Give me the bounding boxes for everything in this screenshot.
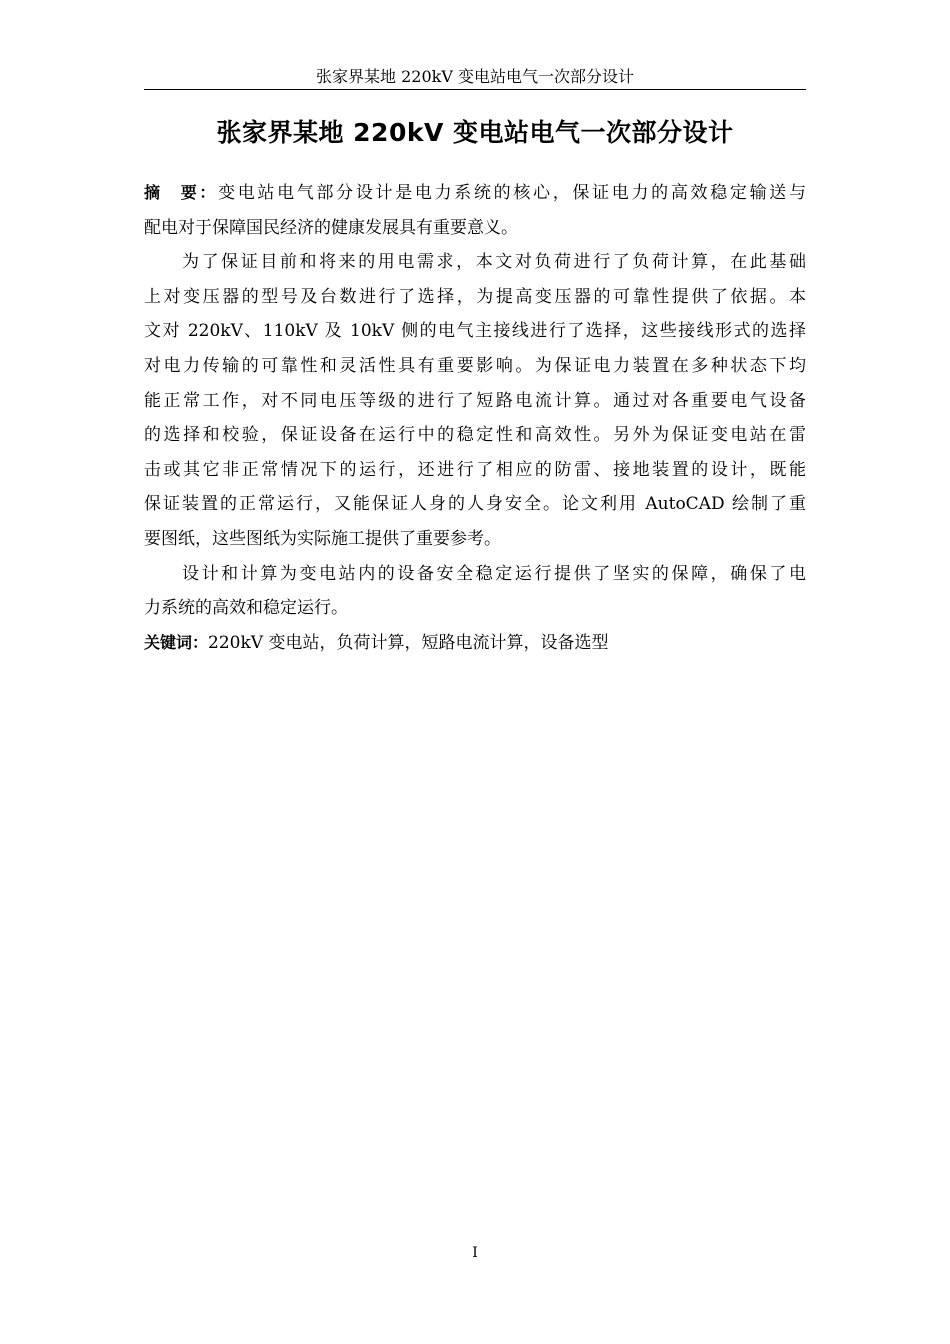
keywords-row [144,626,806,661]
abstract-line [144,176,806,211]
abstract-text: 变电站电气部分设计是电力系统的核心，保证电力的高效稳定输送与 [218,183,806,203]
abstract-line: 能正常工作，对不同电压等级的进行了短路电流计算。通过对各重要电气设备 [144,390,806,411]
abstract-paragraph-1 [144,176,806,245]
page-number: I [472,1245,478,1261]
abstract-line: 要图纸，这些图纸为实际施工提供了重要参考。 [144,528,501,549]
abstract-line: 文对 220kV、110kV 及 10kV 侧的电气主接线进行了选择，这些接线形式的选择 [144,321,806,342]
abstract-line: 配电对于保障国民经济的健康发展具有重要意义。 [144,217,518,238]
header-divider [144,89,806,90]
document-title: 张家界某地 220kV 变电站电气一次部分设计 [216,118,734,147]
abstract-section [144,176,806,660]
keywords-line [144,626,806,661]
abstract-line: 对电力传输的可靠性和灵活性具有重要影响。为保证电力装置在多种状态下均 [144,355,806,376]
abstract-line: 设计和计算为变电站内的设备安全稳定运行提供了坚实的保障，确保了电 [182,563,806,584]
abstract-line: 力系统的高效和稳定运行。 [144,598,348,619]
abstract-label-char: 摘 [144,183,181,202]
keywords-label: 关键词： [144,632,209,652]
abstract-line: 为了保证目前和将来的用电需求，本文对负荷进行了负荷计算，在此基础 [182,252,806,273]
abstract-line: 击或其它非正常情况下的运行，还进行了相应的防雷、接地装置的设计，既能 [144,459,806,480]
abstract-paragraph-3 [144,557,806,626]
abstract-line: 的选择和校验，保证设备在运行中的稳定性和高效性。另外为保证变电站在雷 [144,425,806,446]
abstract-label-char: 要： [180,183,219,202]
running-header: 张家界某地 220kV 变电站电气一次部分设计 [316,67,634,86]
abstract-line: 保证装置的正常运行，又能保证人身的人身安全。论文利用 AutoCAD 绘制了重 [144,494,806,515]
abstract-paragraph-2 [144,245,806,556]
abstract-line: 上对变压器的型号及台数进行了选择，为提高变压器的可靠性提供了依据。本 [144,286,806,307]
keywords-text: 220kV 变电站，负荷计算，短路电流计算，设备选型 [208,632,609,653]
